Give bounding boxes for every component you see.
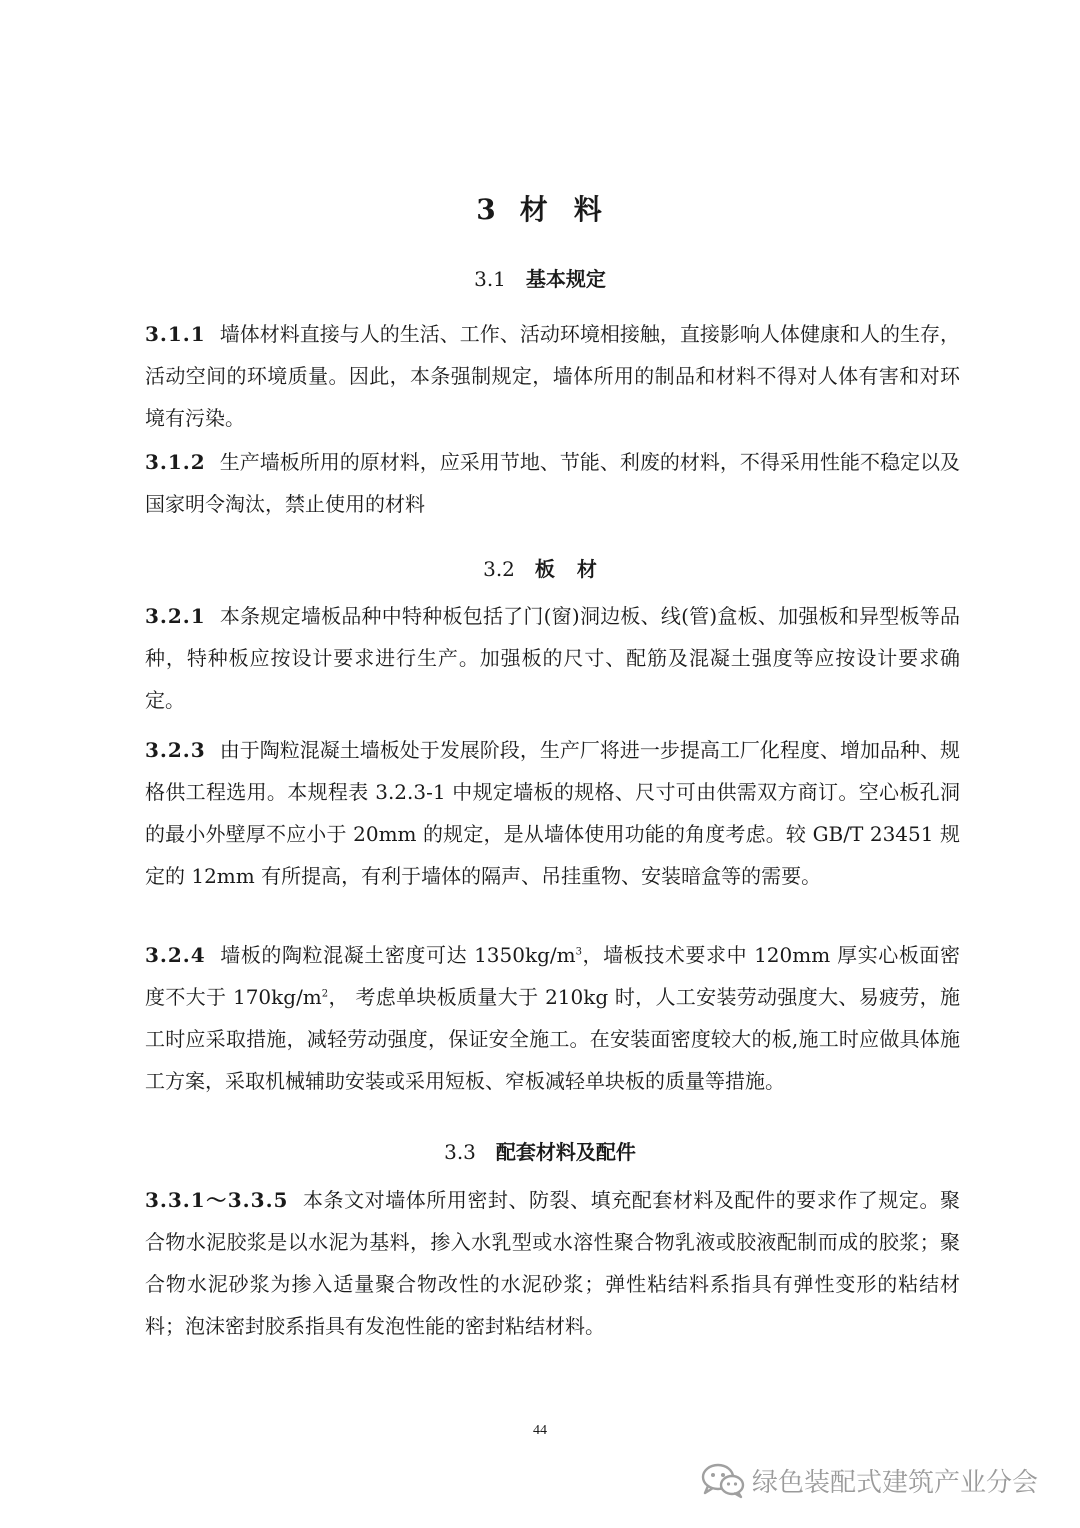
clause-code: 3.2.1 xyxy=(145,604,206,628)
section-title-text: 基本规定 xyxy=(525,267,606,291)
clause-text-part-1: 墙板的陶粒混凝土密度可达 1350kg/m xyxy=(219,943,576,967)
clause-3-2-1 xyxy=(145,595,960,721)
clause-text-part-2: ，墙板技术要求中 120mm 厚实心板面密度不大于 170kg/m xyxy=(145,943,960,1009)
clause-text: 由于陶粒混凝土墙板处于发展阶段，生产厂将进一步提高工厂化程度、增加品种、规格供工程选用。本规程表 3.2.3-1 中规定墙板的规格、尺寸可由供需双方商订。空心板孔洞的最小外壁厚不应小于 20mm 的规定，是从墙体使用功能的角度考虑。较 GB/T 23451 规定的 12mm 有所提高，有利于墙体的隔声、吊挂重物、安装暗盒等的需要。 xyxy=(145,738,960,888)
section-title-3-2 xyxy=(0,553,1080,582)
section-number: 3.3 xyxy=(444,1140,476,1164)
clause-text: 生产墙板所用的原材料，应采用节地、节能、利废的材料，不得采用性能不稳定以及国家明令淘汰，禁止使用的材料 xyxy=(145,450,960,516)
chapter-number: 3 xyxy=(476,193,498,226)
superscript-3: 3 xyxy=(575,946,582,958)
superscript-2: 2 xyxy=(321,988,329,1000)
section-title-text: 配套材料及配件 xyxy=(495,1140,636,1164)
clause-text: 本条文对墙体所用密封、防裂、填充配套材料及配件的要求作了规定。聚合物水泥胶浆是以水泥为基料，掺入水乳型或水溶性聚合物乳液或胶液配制而成的胶浆；聚合物水泥砂浆为掺入适量聚合物改性的水泥砂浆；弹性粘结料系指具有弹性变形的粘结材料；泡沫密封胶系指具有发泡性能的密封粘结材料。 xyxy=(145,1188,960,1338)
chapter-title-char-2: 料 xyxy=(573,193,604,226)
section-number: 3.1 xyxy=(474,267,506,291)
clause-code: 3.3.1～3.3.5 xyxy=(145,1188,289,1212)
clause-3-3-1-to-3-3-5 xyxy=(145,1179,960,1347)
clause-3-2-3 xyxy=(145,729,960,897)
clause-code: 3.2.3 xyxy=(145,738,206,762)
clause-text: 墙体材料直接与人的生活、工作、活动环境相接触，直接影响人体健康和人的生存，活动空间的环境质量。因此，本条强制规定，墙体所用的制品和材料不得对人体有害和对环境有污染。 xyxy=(145,322,960,430)
section-title-3-1 xyxy=(0,263,1080,292)
wechat-icon xyxy=(700,1460,746,1500)
clause-code: 3.1.2 xyxy=(145,450,206,474)
chapter-title xyxy=(0,188,1080,228)
clause-text: 本条规定墙板品种中特种板包括了门(窗)洞边板、线(管)盒板、加强板和异型板等品种，特种板应按设计要求进行生产。加强板的尺寸、配筋及混凝土强度等应按设计要求确定。 xyxy=(145,604,960,712)
clause-code: 3.2.4 xyxy=(145,943,206,967)
section-title-char-2: 材 xyxy=(576,557,597,581)
section-number: 3.2 xyxy=(483,557,515,581)
section-title-char-1: 板 xyxy=(534,557,555,581)
clause-text-part-3: ， 考虑单块板质量大于 210kg 时，人工安装劳动强度大、易疲劳，施工时应采取措施，减轻劳动强度，保证安全施工。在安装面密度较大的板,施工时应做具体施工方案，采取机械辅助安装或采用短板、窄板减轻单块板的质量等措施。 xyxy=(145,985,961,1093)
watermark xyxy=(700,1460,1038,1500)
section-title-3-3 xyxy=(0,1136,1080,1165)
clause-3-1-2 xyxy=(145,441,960,525)
watermark-text: 绿色装配式建筑产业分会 xyxy=(752,1467,1039,1498)
clause-3-1-1 xyxy=(145,313,960,439)
clause-code: 3.1.1 xyxy=(145,322,206,346)
page-number: 44 xyxy=(533,1423,547,1438)
chapter-title-char-1: 材 xyxy=(519,193,550,226)
clause-3-2-4 xyxy=(145,934,960,1102)
